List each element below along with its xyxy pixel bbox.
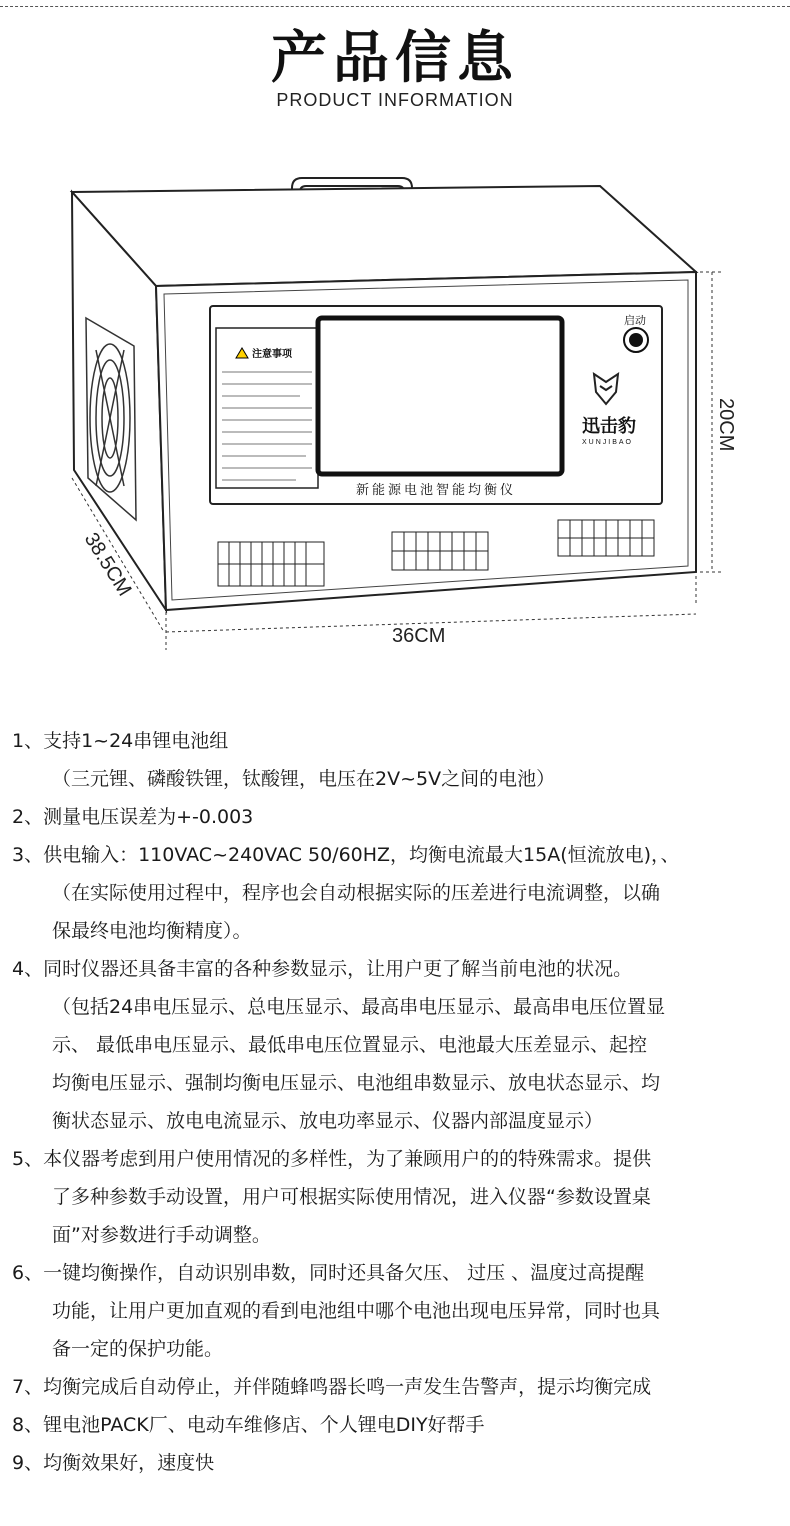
top-dashed-rule: [0, 6, 790, 7]
feature-item: （在实际使用过程中，程序也会自动根据实际的压差进行电流调整，以确: [52, 882, 661, 904]
feature-item: （三元锂、磷酸铁锂，钛酸锂，电压在2V~5V之间的电池）: [52, 768, 556, 790]
start-button-label: 启动: [624, 314, 646, 327]
feature-item: 8、锂电池PACK厂、电动车维修店、个人锂电DIY好帮手: [12, 1414, 485, 1436]
terminal-block-middle: [392, 532, 488, 570]
feature-item: 备一定的保护功能。: [52, 1338, 224, 1360]
terminal-block-left: [218, 542, 324, 586]
feature-item: 示、 最低串电压显示、最低串电压位置显示、电池最大压差显示、起控: [52, 1034, 648, 1056]
feature-item: 面”对参数进行手动调整。: [52, 1224, 271, 1246]
device-name: 新能源电池智能均衡仪: [356, 483, 517, 498]
brand-name: 迅击豹: [582, 416, 636, 437]
feature-item: 2、测量电压误差为+-0.003: [12, 806, 254, 828]
feature-item: 6、一键均衡操作，自动识别串数，同时还具备欠压、 过压 、温度过高提醒: [12, 1262, 645, 1284]
feature-list: [12, 722, 782, 1482]
product-illustration: [0, 160, 790, 660]
notice-title: 注意事项: [252, 349, 292, 360]
feature-item: 均衡电压显示、强制均衡电压显示、电池组串数显示、放电状态显示、均: [52, 1072, 661, 1094]
brand-pinyin: XUNJIBAO: [582, 439, 634, 446]
feature-item: 保最终电池均衡精度）。: [52, 920, 252, 942]
terminal-block-right: [558, 520, 654, 556]
dim-height: 20CM: [715, 398, 737, 452]
feature-item: 9、均衡效果好，速度快: [12, 1452, 215, 1474]
feature-item: 1、支持1~24串锂电池组: [12, 730, 229, 752]
feature-item: 衡状态显示、放电电流显示、放电功率显示、仪器内部温度显示）: [52, 1110, 604, 1132]
feature-item: （包括24串电压显示、总电压显示、最高串电压显示、最高串电压位置显: [52, 996, 666, 1018]
display-screen: [318, 318, 562, 474]
feature-item: 功能，让用户更加直观的看到电池组中哪个电池出现电压异常，同时也具: [52, 1300, 661, 1322]
feature-item: 4、同时仪器还具备丰富的各种参数显示，让用户更了解当前电池的状况。: [12, 958, 633, 980]
dim-depth: 38.5CM: [79, 528, 136, 601]
page-title: 产品信息: [271, 26, 519, 91]
case-top: [72, 186, 696, 286]
dim-width: 36CM: [392, 625, 446, 647]
feature-item: 7、均衡完成后自动停止，并伴随蜂鸣器长鸣一声发生告警声，提示均衡完成: [12, 1376, 652, 1398]
feature-item: 5、本仪器考虑到用户使用情况的多样性，为了兼顾用户的的特殊需求。提供: [12, 1148, 652, 1170]
page-subtitle: PRODUCT INFORMATION: [276, 90, 514, 110]
feature-item: 3、供电输入：110VAC~240VAC 50/60HZ，均衡电流最大15A(恒流放电)，、: [12, 844, 680, 866]
feature-item: 了多种参数手动设置，用户可根据实际使用情况，进入仪器“参数设置桌: [52, 1186, 651, 1208]
